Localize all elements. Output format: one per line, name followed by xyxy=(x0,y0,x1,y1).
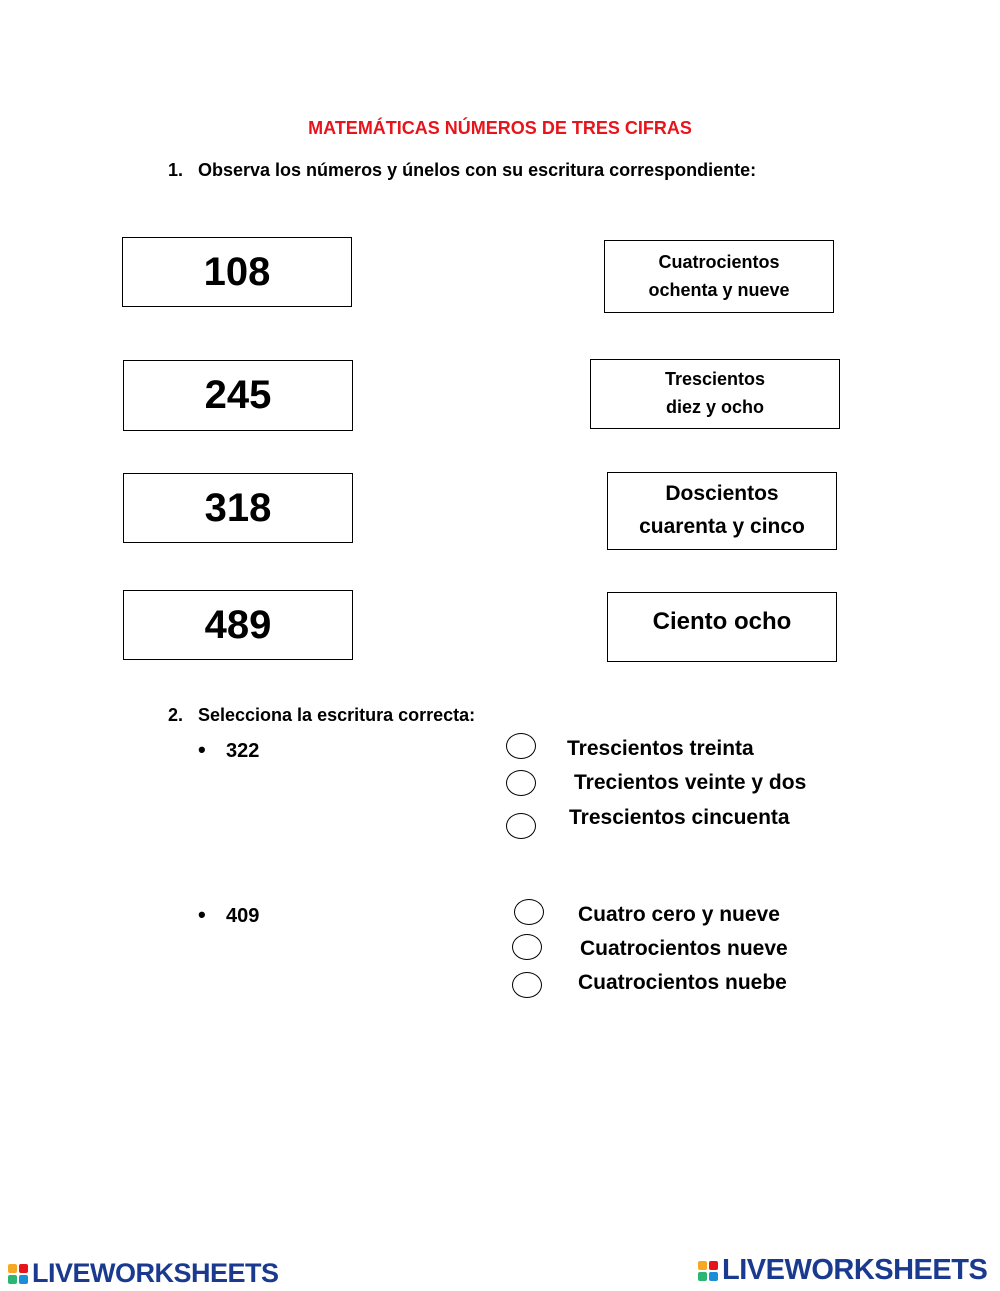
radio-409-option-3[interactable] xyxy=(512,972,542,998)
logo-text: LIVEWORKSHEETS xyxy=(722,1254,988,1286)
worksheet-title: MATEMÁTICAS NÚMEROS DE TRES CIFRAS xyxy=(308,118,692,138)
question-2-text: Selecciona la escritura correcta: xyxy=(198,705,476,725)
option-409-3[interactable]: Cuatrocientos nuebe xyxy=(578,971,787,994)
radio-322-option-1[interactable] xyxy=(506,733,536,759)
number-box-1[interactable]: 108 xyxy=(122,237,352,307)
number-box-4[interactable]: 489 xyxy=(123,590,353,660)
question-1-instruction xyxy=(168,160,756,181)
radio-409-option-1[interactable] xyxy=(514,899,544,925)
option-409-2[interactable]: Cuatrocientos nueve xyxy=(580,937,788,960)
bullet-icon: • xyxy=(198,902,206,927)
word-box-2[interactable]: Trescientos diez y ocho xyxy=(590,359,840,429)
radio-322-option-2[interactable] xyxy=(506,770,536,796)
question-2-instruction xyxy=(168,705,475,726)
liveworksheets-logo-icon xyxy=(698,1261,718,1281)
item-322-value: 322 xyxy=(226,740,260,762)
question-1-text: Observa los números y únelos con su escritura correspondiente: xyxy=(198,160,757,180)
word-box-1[interactable]: Cuatrocientos ochenta y nueve xyxy=(604,240,834,313)
option-322-1[interactable]: Trescientos treinta xyxy=(567,737,754,760)
liveworksheets-logo-right xyxy=(698,1254,987,1287)
option-322-2[interactable]: Trecientos veinte y dos xyxy=(574,771,807,794)
item-409 xyxy=(198,902,259,928)
option-409-1[interactable]: Cuatro cero y nueve xyxy=(578,903,780,926)
word-box-3[interactable]: Doscientos cuarenta y cinco xyxy=(607,472,837,550)
logo-text: LIVEWORKSHEETS xyxy=(32,1258,279,1288)
number-box-3[interactable]: 318 xyxy=(123,473,353,543)
item-322 xyxy=(198,737,259,763)
item-409-value: 409 xyxy=(226,905,260,927)
question-1-number: 1. xyxy=(168,160,184,180)
option-322-3[interactable]: Trescientos cincuenta xyxy=(569,806,790,829)
number-box-2[interactable]: 245 xyxy=(123,360,353,431)
radio-409-option-2[interactable] xyxy=(512,934,542,960)
bullet-icon: • xyxy=(198,737,206,762)
liveworksheets-logo-left xyxy=(8,1258,279,1289)
question-2-number: 2. xyxy=(168,705,184,725)
word-box-4[interactable]: Ciento ocho xyxy=(607,592,837,662)
liveworksheets-logo-icon xyxy=(8,1264,28,1284)
radio-322-option-3[interactable] xyxy=(506,813,536,839)
